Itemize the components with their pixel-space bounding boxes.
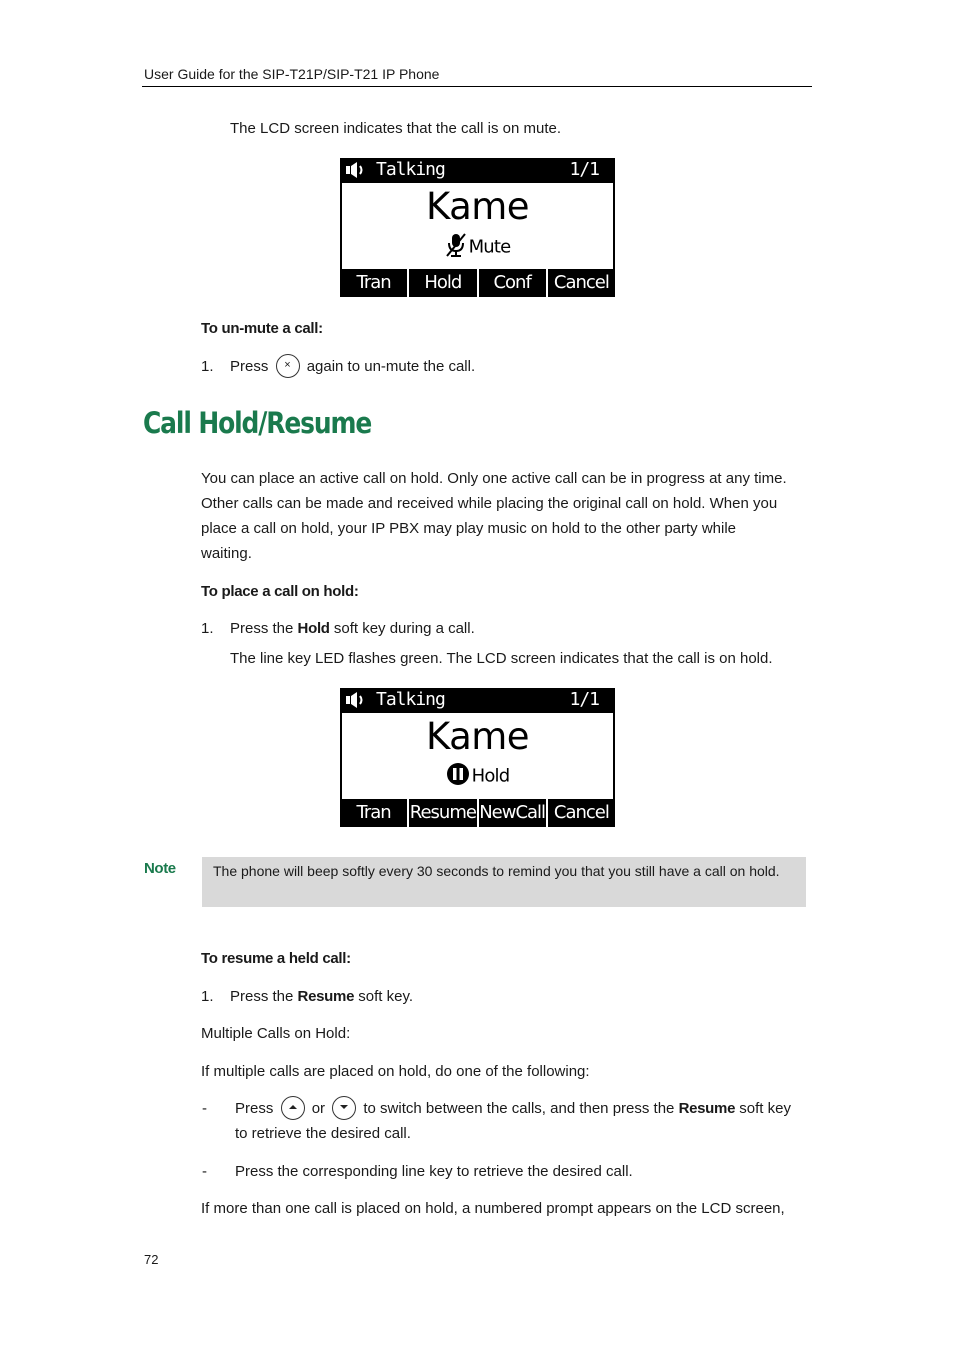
header-rule <box>142 86 812 87</box>
note-text: The phone will beep softly every 30 seconds to remind you that you still have a call on hold. <box>213 863 780 879</box>
resume-softkey-ref: Resume <box>678 1100 736 1117</box>
softkey-tran: Tran <box>356 272 391 293</box>
resume-step-number: 1. <box>201 988 214 1005</box>
multiple-final: If more than one call is placed on hold, a numbered prompt appears on the LCD screen, <box>201 1200 785 1217</box>
place-hold-step-number: 1. <box>201 620 214 637</box>
intro-line-4: waiting. <box>201 545 252 562</box>
softkey-resume: Resume <box>407 799 476 827</box>
mute-intro: The LCD screen indicates that the call is on mute. <box>230 120 561 137</box>
speaker-icon <box>346 691 368 713</box>
intro-line-3: place a call on hold, your IP PBX may play music on hold to the other party while <box>201 520 737 537</box>
lcd-screenshot-mute <box>340 158 615 297</box>
place-hold-detail: The line key LED flashes green. The LCD screen indicates that the call is on hold. <box>230 650 773 667</box>
lcd-display-area <box>342 183 613 269</box>
lcd-status-label: Talking <box>376 689 445 710</box>
bullet-dash: - <box>202 1100 207 1117</box>
lcd-softkeys <box>340 799 615 827</box>
mute-key-icon: × <box>276 354 300 378</box>
lcd-display-area <box>342 713 613 799</box>
lcd-status-bar <box>340 688 615 713</box>
lcd-caller-name: Kame <box>425 185 530 228</box>
lcd-call-count: 1/1 <box>569 689 599 710</box>
bullet-dash: - <box>202 1163 207 1180</box>
section-title: Call Hold/Resume <box>143 406 372 440</box>
lcd-caller-name: Kame <box>425 715 530 758</box>
multiple-intro: If multiple calls are placed on hold, do one of the following: <box>201 1063 590 1080</box>
lcd-call-count: 1/1 <box>569 159 599 180</box>
lcd-call-state-label: Mute <box>468 236 511 258</box>
note-box <box>202 857 806 907</box>
softkey-cancel: Cancel <box>546 269 615 297</box>
navigation-up-key-icon <box>281 1096 305 1120</box>
multiple-bullet-1 <box>235 1096 791 1121</box>
resume-step-text: Press the <box>230 988 294 1005</box>
bullet-text-end: soft key <box>739 1100 791 1117</box>
bullet-text-mid: to switch between the calls, and then press the <box>363 1100 675 1117</box>
running-header: User Guide for the SIP-T21P/SIP-T21 IP Phone <box>144 66 440 82</box>
intro-line-2: Other calls can be made and received while placing the original call on hold. When you <box>201 495 778 512</box>
softkey-newcall: NewCall <box>477 799 546 827</box>
multiple-bullet-2: Press the corresponding line key to retrieve the desired call. <box>235 1163 633 1180</box>
page-number: 72 <box>144 1252 159 1267</box>
unmute-heading: To un-mute a call: <box>201 320 323 337</box>
unmute-step-text: Press <box>230 358 269 375</box>
softkey-conf: Conf <box>477 269 546 297</box>
lcd-call-state <box>342 232 613 263</box>
speaker-icon <box>346 161 368 183</box>
unmute-step-1 <box>230 354 475 379</box>
resume-step-text-end: soft key. <box>358 988 414 1005</box>
navigation-down-key-icon <box>332 1096 356 1120</box>
softkey-cancel: Cancel <box>546 799 615 827</box>
place-hold-heading: To place a call on hold: <box>201 583 359 600</box>
place-hold-step-text-end: soft key during a call. <box>333 620 475 637</box>
multiple-bullet-1-line-2: to retrieve the desired call. <box>235 1125 411 1142</box>
unmute-step-number: 1. <box>201 358 214 375</box>
mute-icon <box>445 232 467 263</box>
lcd-status-bar <box>340 158 615 183</box>
resume-step-1 <box>230 984 413 1009</box>
lcd-screenshot-hold <box>340 688 615 827</box>
note-label: Note <box>144 860 176 877</box>
lcd-status-label: Talking <box>376 159 445 180</box>
lcd-call-state <box>342 762 613 791</box>
bullet-text: Press <box>235 1100 274 1117</box>
hold-softkey-ref: Hold <box>297 620 330 637</box>
place-hold-step-1 <box>230 616 475 641</box>
hold-icon <box>446 762 470 791</box>
unmute-step-text-end: again to un-mute the call. <box>306 358 476 375</box>
intro-line-1: You can place an active call on hold. Only one active call can be in progress at any time. <box>201 470 787 487</box>
lcd-softkeys <box>340 269 615 297</box>
place-hold-step-text: Press the <box>230 620 294 637</box>
lcd-call-state-label: Hold <box>471 765 510 787</box>
resume-softkey-ref: Resume <box>297 988 355 1005</box>
softkey-hold: Hold <box>407 269 476 297</box>
bullet-or: or <box>311 1100 326 1117</box>
resume-heading: To resume a held call: <box>201 950 351 967</box>
multiple-heading: Multiple Calls on Hold: <box>201 1025 351 1042</box>
softkey-tran: Tran <box>356 802 391 823</box>
